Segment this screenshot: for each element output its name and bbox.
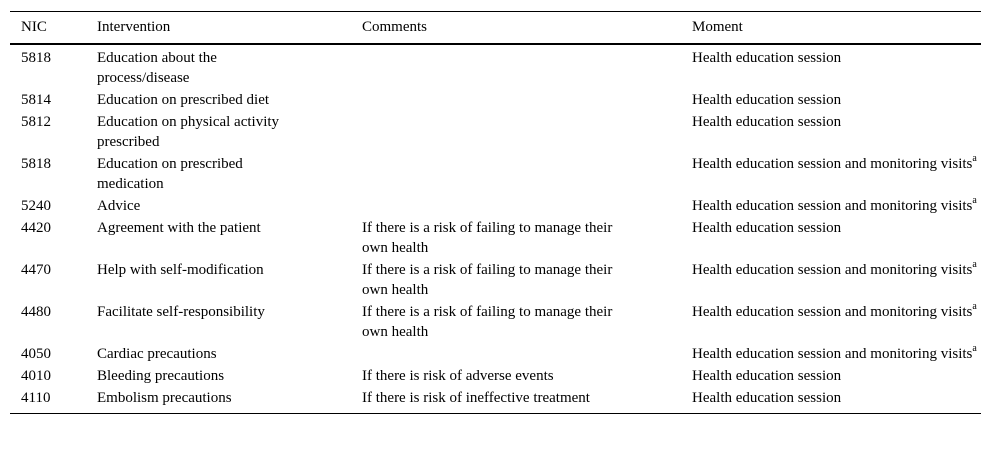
nic-code: 5814 (21, 92, 51, 108)
table-row (10, 343, 981, 365)
nic-code: 4480 (21, 304, 51, 320)
cell-nic (10, 387, 97, 414)
moment-text (692, 218, 981, 238)
moment-main-text: Health education session and monitoring visits (692, 304, 973, 320)
cell-comments (362, 195, 692, 217)
moment-text (692, 154, 981, 174)
cell-moment (692, 301, 981, 343)
cell-intervention (97, 301, 362, 343)
moment-main-text: Health education session and monitoring visits (692, 156, 973, 172)
table-row (10, 195, 981, 217)
intervention-text: Help with self-modification (97, 262, 264, 278)
comments-text: If there is a risk of failing to manage their own health (362, 262, 613, 298)
cell-comments (362, 217, 692, 259)
footnote-marker: a (972, 153, 977, 164)
moment-text (692, 302, 981, 322)
cell-intervention (97, 44, 362, 89)
table-row (10, 217, 981, 259)
cell-nic (10, 44, 97, 89)
cell-moment (692, 387, 981, 414)
moment-text (692, 366, 981, 386)
comments-text: If there is risk of ineffective treatment (362, 390, 590, 406)
table-row (10, 153, 981, 195)
cell-moment (692, 195, 981, 217)
cell-moment (692, 153, 981, 195)
nic-interventions-table (10, 11, 981, 414)
cell-moment (692, 343, 981, 365)
cell-moment (692, 44, 981, 89)
nic-code: 4420 (21, 220, 51, 236)
moment-text (692, 260, 981, 280)
nic-code: 4470 (21, 262, 51, 278)
comments-text: If there is risk of adverse events (362, 368, 554, 384)
moment-text (692, 388, 981, 408)
table-row (10, 387, 981, 414)
table-row (10, 301, 981, 343)
cell-comments (362, 44, 692, 89)
table-row (10, 89, 981, 111)
cell-intervention (97, 387, 362, 414)
cell-comments (362, 89, 692, 111)
moment-main-text: Health education session (692, 92, 842, 108)
cell-intervention (97, 343, 362, 365)
comments-text: If there is a risk of failing to manage their own health (362, 304, 613, 340)
intervention-text: Cardiac precautions (97, 346, 217, 362)
cell-nic (10, 89, 97, 111)
cell-comments (362, 343, 692, 365)
cell-nic (10, 217, 97, 259)
cell-moment (692, 217, 981, 259)
moment-text (692, 344, 981, 364)
moment-main-text: Health education session and monitoring visits (692, 346, 973, 362)
cell-intervention (97, 365, 362, 387)
moment-main-text: Health education session (692, 390, 842, 406)
intervention-text: Embolism precautions (97, 390, 232, 406)
cell-comments (362, 301, 692, 343)
header-intervention: Intervention (97, 19, 171, 35)
comments-text: If there is a risk of failing to manage their own health (362, 220, 613, 256)
moment-text (692, 90, 981, 110)
cell-comments (362, 387, 692, 414)
footnote-marker: a (972, 259, 977, 270)
table-row (10, 365, 981, 387)
intervention-text: Facilitate self-responsibility (97, 304, 265, 320)
cell-nic (10, 301, 97, 343)
cell-comments (362, 111, 692, 153)
cell-intervention (97, 111, 362, 153)
nic-code: 5812 (21, 114, 51, 130)
footnote-marker: a (972, 195, 977, 206)
moment-main-text: Health education session (692, 114, 842, 130)
intervention-text: Education on physical activity prescribed (97, 114, 280, 150)
cell-moment (692, 111, 981, 153)
cell-intervention (97, 195, 362, 217)
table-row (10, 44, 981, 89)
intervention-text: Education on prescribed medication (97, 156, 243, 192)
nic-code: 5818 (21, 50, 51, 66)
header-comments: Comments (362, 19, 428, 35)
table-header (10, 12, 981, 45)
cell-nic (10, 153, 97, 195)
table-row (10, 111, 981, 153)
nic-interventions-table-container (10, 11, 981, 414)
cell-nic (10, 365, 97, 387)
cell-nic (10, 195, 97, 217)
moment-main-text: Health education session (692, 50, 842, 66)
intervention-text: Bleeding precautions (97, 368, 225, 384)
cell-intervention (97, 89, 362, 111)
cell-moment (692, 259, 981, 301)
moment-text (692, 48, 981, 68)
cell-nic (10, 259, 97, 301)
table-row (10, 259, 981, 301)
intervention-text: Education on prescribed diet (97, 92, 270, 108)
intervention-text: Agreement with the patient (97, 220, 261, 236)
cell-comments (362, 153, 692, 195)
cell-moment (692, 89, 981, 111)
header-nic: NIC (21, 19, 47, 35)
nic-code: 4010 (21, 368, 51, 384)
cell-comments (362, 365, 692, 387)
moment-text (692, 112, 981, 132)
intervention-text: Advice (97, 198, 141, 214)
cell-moment (692, 365, 981, 387)
intervention-text: Education about the process/disease (97, 50, 217, 86)
header-row (10, 12, 981, 45)
moment-main-text: Health education session and monitoring visits (692, 198, 973, 214)
nic-code: 5818 (21, 156, 51, 172)
moment-main-text: Health education session and monitoring visits (692, 262, 973, 278)
moment-main-text: Health education session (692, 368, 842, 384)
header-moment: Moment (692, 19, 743, 35)
cell-intervention (97, 217, 362, 259)
footnote-marker: a (972, 301, 977, 312)
nic-code: 4110 (21, 390, 51, 406)
moment-text (692, 196, 981, 216)
moment-main-text: Health education session (692, 220, 842, 236)
cell-nic (10, 111, 97, 153)
footnote-marker: a (972, 343, 977, 354)
nic-code: 5240 (21, 198, 51, 214)
table-body (10, 44, 981, 414)
cell-intervention (97, 153, 362, 195)
cell-intervention (97, 259, 362, 301)
nic-code: 4050 (21, 346, 51, 362)
cell-comments (362, 259, 692, 301)
cell-nic (10, 343, 97, 365)
